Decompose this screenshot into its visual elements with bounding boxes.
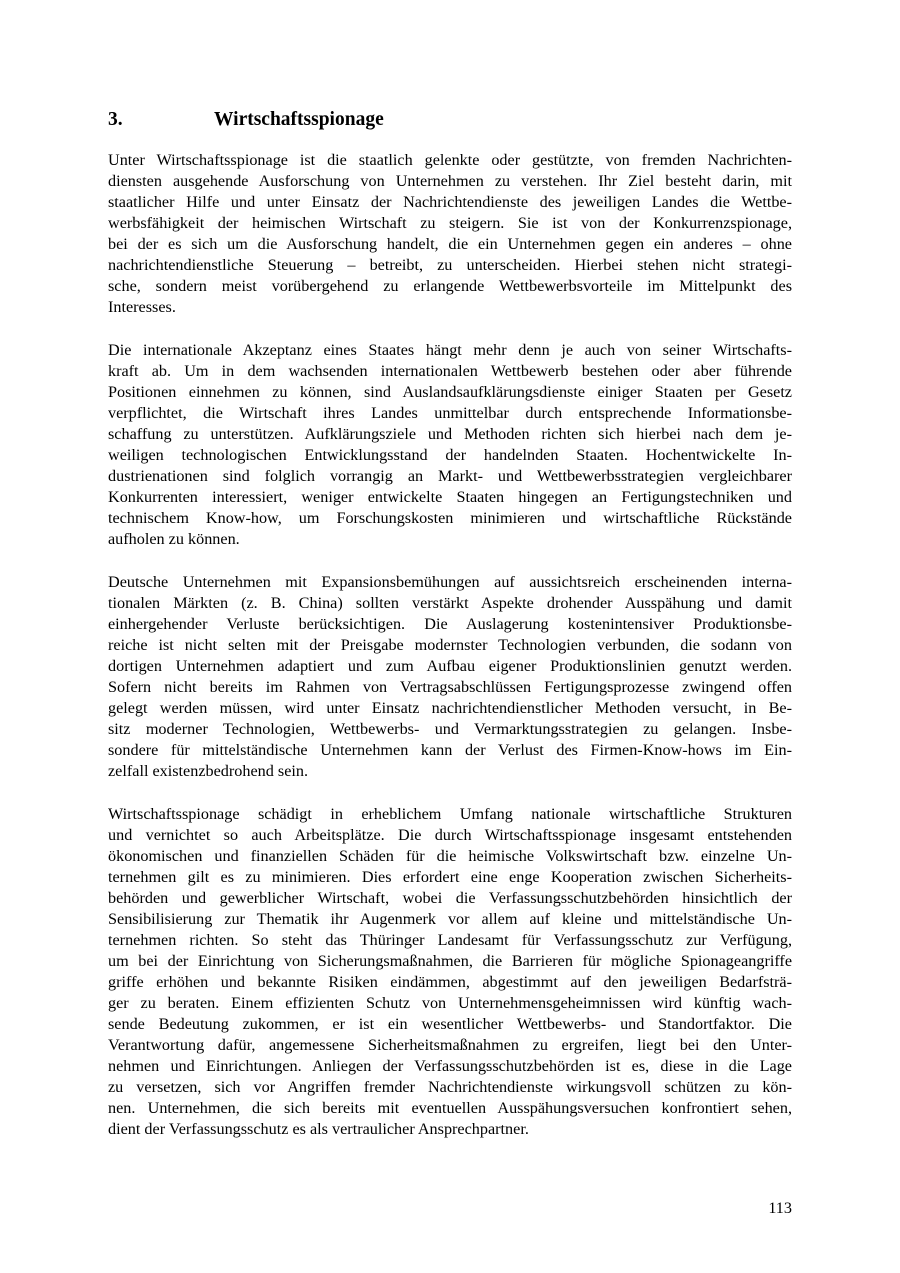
section-number: 3. (108, 109, 123, 130)
text-line: kraft ab. Um in dem wachsenden internationalen Wettbewerb bestehen oder aber führende (108, 362, 792, 380)
text-line: Die internationale Akzeptanz eines Staates hängt mehr denn je auch von seiner Wirtschafts- (108, 341, 792, 359)
text-line: ökonomischen und finanziellen Schäden für die heimische Volkswirtschaft bzw. einzelne Un- (108, 847, 792, 865)
text-line: einhergehender Verluste berücksichtigen. Die Auslagerung kostenintensiver Produktionsbe- (108, 615, 792, 633)
paragraph-2 (108, 340, 792, 550)
text-line: zelfall existenzbedrohend sein. (108, 762, 309, 780)
text-line: ger zu beraten. Einem effizienten Schutz von Unternehmensgeheimnissen wird künftig wach- (108, 994, 792, 1012)
text-line: werbsfähigkeit der heimischen Wirtschaft zu steigern. Sie ist von der Konkurrenzspionage, (108, 214, 792, 232)
text-line: verpflichtet, die Wirtschaft ihres Landes unmittelbar durch entsprechende Informationsbe- (108, 404, 792, 422)
text-line: ternehmen gilt es zu minimieren. Dies erfordert eine enge Kooperation zwischen Sicherheits- (108, 868, 792, 886)
text-line: nachrichtendienstliche Steuerung – betreibt, zu unterscheiden. Hierbei stehen nicht strategi- (108, 256, 792, 274)
text-line: aufholen zu können. (108, 530, 240, 548)
text-line: sende Bedeutung zukommen, er ist ein wesentlicher Wettbewerbs- und Standortfaktor. Die (108, 1015, 792, 1033)
paragraph-1 (108, 150, 792, 318)
text-line: dortigen Unternehmen adaptiert und zum Aufbau eigener Produktionslinien genutzt werden. (108, 657, 792, 675)
text-line: Sensibilisierung zur Thematik ihr Augenmerk vor allem auf kleine und mittelständische Un- (108, 910, 792, 928)
section-title: Wirtschaftsspionage (214, 109, 384, 130)
text-line: sondere für mittelständische Unternehmen kann der Verlust des Firmen-Know-hows im Ein- (108, 741, 792, 759)
text-line: Deutsche Unternehmen mit Expansionsbemühungen auf aussichtsreich erscheinenden interna- (108, 573, 792, 591)
text-line: Konkurrenten interessiert, weniger entwickelte Staaten hingegen an Fertigungstechniken und (108, 488, 792, 506)
text-line: tionalen Märkten (z. B. China) sollten verstärkt Aspekte drohender Ausspähung und damit (108, 594, 792, 612)
text-line: um bei der Einrichtung von Sicherungsmaßnahmen, die Barrieren für mögliche Spionageangriffe (108, 952, 792, 970)
text-line: behörden und gewerblicher Wirtschaft, wobei die Verfassungsschutzbehörden hinsichtlich der (108, 889, 792, 907)
page-number: 113 (768, 1199, 792, 1217)
text-line: Interesses. (108, 298, 176, 316)
text-line: Positionen einnehmen zu können, sind Auslandsaufklärungsdienste einiger Staaten per Gesetz (108, 383, 792, 401)
text-line: Sofern nicht bereits im Rahmen von Vertragsabschlüssen Fertigungsprozesse zwingend offen (108, 678, 792, 696)
text-line: bei der es sich um die Ausforschung handelt, die ein Unternehmen gegen ein anderes – ohne (108, 235, 792, 253)
text-line: Unter Wirtschaftsspionage ist die staatlich gelenkte oder gestützte, von fremden Nachrichten- (108, 151, 792, 169)
text-line: zu versetzen, sich vor Angriffen fremder Nachrichtendienste wirkungsvoll schützen zu kön- (108, 1078, 792, 1096)
text-line: nen. Unternehmen, die sich bereits mit eventuellen Ausspähungsversuchen konfrontiert sehen, (108, 1099, 792, 1117)
text-line: reiche ist nicht selten mit der Preisgabe modernster Technologien verbunden, die sodann von (108, 636, 792, 654)
text-line: griffe erhöhen und bekannte Risiken eindämmen, abgestimmt auf den jeweiligen Bedarfsträ- (108, 973, 792, 991)
text-line: sitz moderner Technologien, Wettbewerbs- und Vermarktungsstrategien zu gelangen. Insbe- (108, 720, 792, 738)
text-line: technischem Know-how, um Forschungskosten minimieren und wirtschaftliche Rückstände (108, 509, 792, 527)
text-line: sche, sondern meist vorübergehend zu erlangende Wettbewerbsvorteile im Mittelpunkt des (108, 277, 792, 295)
text-line: dustrienationen sind folglich vorrangig an Markt- und Wettbewerbsstrategien vergleichbarer (108, 467, 792, 485)
text-line: diensten ausgehende Ausforschung von Unternehmen zu verstehen. Ihr Ziel besteht darin, mit (108, 172, 792, 190)
text-line: nehmen und Einrichtungen. Anliegen der Verfassungsschutzbehörden ist es, diese in die Lage (108, 1057, 792, 1075)
text-line: Wirtschaftsspionage schädigt in erheblichem Umfang nationale wirtschaftliche Strukturen (108, 805, 792, 823)
text-line: ternehmen richten. So steht das Thüringer Landesamt für Verfassungsschutz zur Verfügung, (108, 931, 792, 949)
text-line: staatlicher Hilfe und unter Einsatz der Nachrichtendienste des jeweiligen Landes die Wettbe- (108, 193, 792, 211)
paragraph-4 (108, 804, 792, 1140)
text-line: weiligen technologischen Entwicklungsstand der handelnden Staaten. Hochentwickelte In- (108, 446, 792, 464)
text-line: und vernichtet so auch Arbeitsplätze. Die durch Wirtschaftsspionage insgesamt entstehenden (108, 826, 792, 844)
paragraph-3 (108, 572, 792, 782)
body-text (108, 150, 792, 1162)
text-line: dient der Verfassungsschutz es als vertraulicher Ansprechpartner. (108, 1120, 529, 1138)
section-heading (108, 108, 384, 132)
text-line: gelegt werden müssen, wird unter Einsatz nachrichtendienstlicher Methoden versucht, in Be- (108, 699, 792, 717)
text-line: schaffung zu unterstützen. Aufklärungsziele und Methoden richten sich hierbei nach dem je- (108, 425, 792, 443)
text-line: Verantwortung dafür, angemessene Sicherheitsmaßnahmen zu ergreifen, liegt bei den Unter- (108, 1036, 792, 1054)
